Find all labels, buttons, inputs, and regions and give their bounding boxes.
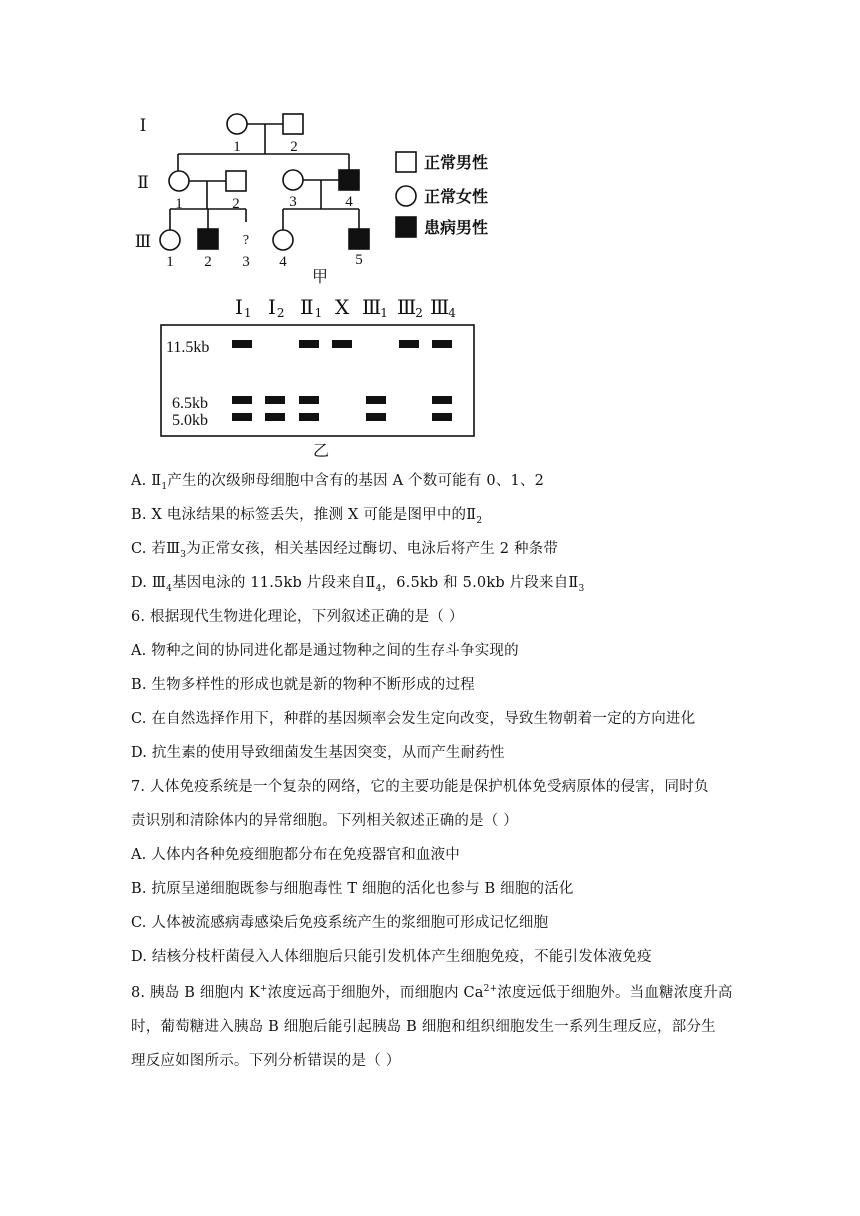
band-II1-5-0kb xyxy=(299,413,319,421)
q7-option-a: A. 人体内各种免疫细胞都分布在免疫器官和血液中 xyxy=(131,847,460,863)
legend-affected-male-icon xyxy=(396,217,416,237)
lane-label-III4: Ⅲ4 xyxy=(430,295,456,320)
gen3-num-3: 3 xyxy=(242,254,250,270)
q8-stem-line3: 理反应如图所示。下列分析错误的是（ ） xyxy=(131,1053,401,1069)
gen1-num-2: 2 xyxy=(290,139,298,155)
band-II1-6-5kb xyxy=(299,396,319,404)
legend-normal-female-icon xyxy=(396,186,416,206)
q7-option-b: B. 抗原呈递细胞既参与细胞毒性 T 细胞的活化也参与 B 细胞的活化 xyxy=(131,881,574,897)
unknown-individual-mark: ? xyxy=(242,233,250,248)
lane-label-III2: Ⅲ2 xyxy=(397,295,423,320)
q7-option-d: D. 结核分枝杆菌侵入人体细胞后只能引发机体产生细胞免疫，不能引发体液免疫 xyxy=(131,949,652,965)
pedigree-II4-affected-male xyxy=(339,170,359,190)
gen-label-II: Ⅱ xyxy=(137,173,149,193)
q5-option-d: D. $Ⅲ_4$基因电泳的 11.5kb 片段来自$Ⅱ_4$，6.5kb 和 5.0kb 片段来自$Ⅱ_3$ xyxy=(131,575,585,594)
q7-stem-line1: 7. 人体免疫系统是一个复杂的网络，它的主要功能是保护机体免受病原体的侵害，同时负 xyxy=(131,779,709,795)
gen3-num-2: 2 xyxy=(204,254,212,270)
gen-label-III: Ⅲ xyxy=(134,232,152,252)
gen2-num-1: 1 xyxy=(175,196,183,212)
band-I2-6-5kb xyxy=(265,396,285,404)
band-label-6-5kb: 6.5kb xyxy=(172,395,208,412)
lane-label-I1: Ⅰ1 xyxy=(235,295,252,320)
legend-normal-male-label: 正常男性 xyxy=(424,153,489,172)
q6-option-d: D. 抗生素的使用导致细菌发生基因突变，从而产生耐药性 xyxy=(131,745,505,761)
band-III1-6-5kb xyxy=(366,396,386,404)
band-III2-11-5kb xyxy=(399,340,419,348)
figure-area xyxy=(0,0,860,470)
band-label-11-5kb: 11.5kb xyxy=(166,339,210,356)
gen3-num-4: 4 xyxy=(279,254,287,270)
gen2-num-4: 4 xyxy=(345,194,353,210)
band-label-5-0kb: 5.0kb xyxy=(172,412,208,429)
q5-option-a: A. $Ⅱ_1$产生的次级卵母细胞中含有的基因 A 个数可能有 0、1、2 xyxy=(131,473,545,492)
q7-option-c: C. 人体被流感病毒感染后免疫系统产生的浆细胞可形成记忆细胞 xyxy=(131,915,549,931)
pedigree-III1-female xyxy=(160,230,180,250)
lane-label-X: X xyxy=(335,295,350,319)
band-I2-5-0kb xyxy=(265,413,285,421)
figure-jia-caption: 甲 xyxy=(311,267,329,286)
q6-option-b: B. 生物多样性的形成也就是新的物种不断形成的过程 xyxy=(131,677,475,693)
lane-label-I2: Ⅰ2 xyxy=(268,295,285,320)
band-III4-5-0kb xyxy=(432,413,452,421)
lane-label-II1: Ⅱ1 xyxy=(300,295,323,320)
q5-option-c: C. 若$Ⅲ_3$为正常女孩，相关基因经过酶切、电泳后将产生 2 种条带 xyxy=(131,541,559,560)
gen1-num-1: 1 xyxy=(233,139,241,155)
pedigree-I2-male xyxy=(283,114,303,134)
q6-option-c: C. 在自然选择作用下，种群的基因频率会发生定向改变，导致生物朝着一定的方向进化 xyxy=(131,711,696,727)
band-III4-11-5kb xyxy=(432,340,452,348)
q8-stem-line2: 时，葡萄糖进入胰岛 B 细胞后能引起胰岛 B 细胞和组织细胞发生一系列生理反应，部分生 xyxy=(131,1019,716,1035)
q6-option-a: A. 物种之间的协同进化都是通过物种之间的生存斗争实现的 xyxy=(131,643,519,659)
gen-label-I: Ⅰ xyxy=(139,116,147,136)
lane-label-III1: Ⅲ1 xyxy=(362,295,388,320)
pedigree-chart xyxy=(160,114,416,250)
q7-stem-line2: 责识别和清除体内的异常细胞。下列相关叙述正确的是（ ） xyxy=(131,813,519,829)
gen3-num-1: 1 xyxy=(166,254,174,270)
band-I1-11-5kb xyxy=(232,340,252,348)
q6-stem: 6. 根据现代生物进化理论，下列叙述正确的是（ ） xyxy=(131,609,464,625)
band-X-11-5kb xyxy=(332,340,352,348)
pedigree-II2-male xyxy=(226,171,246,191)
legend-normal-female-label: 正常女性 xyxy=(424,187,489,206)
band-III1-5-0kb xyxy=(366,413,386,421)
band-I1-5-0kb xyxy=(232,413,252,421)
band-I1-6-5kb xyxy=(232,396,252,404)
band-II1-11-5kb xyxy=(299,340,319,348)
pedigree-III5-affected-male xyxy=(349,229,369,249)
pedigree-III2-affected-male xyxy=(198,229,218,249)
gen2-num-3: 3 xyxy=(289,194,297,210)
band-III4-6-5kb xyxy=(432,396,452,404)
pedigree-III4-female xyxy=(273,230,293,250)
legend-normal-male-icon xyxy=(396,152,416,172)
pedigree-II1-female xyxy=(169,171,189,191)
gen2-num-2: 2 xyxy=(232,196,240,212)
pedigree-I1-female xyxy=(227,114,247,134)
gen3-num-5: 5 xyxy=(355,252,363,268)
legend-affected-male-label: 患病男性 xyxy=(424,218,489,237)
q5-option-b: B. X 电泳结果的标签丢失，推测 X 可能是图甲中的$Ⅱ_2$ xyxy=(131,507,483,526)
figure-yi-caption: 乙 xyxy=(312,441,330,460)
pedigree-II3-female xyxy=(283,170,303,190)
q8-stem-line1: 8. 胰岛 B 细胞内 K+浓度远高于细胞外，而细胞内 $Ca^{2+}$浓度远低于细胞外。当血糖浓度升高 xyxy=(131,984,733,1001)
